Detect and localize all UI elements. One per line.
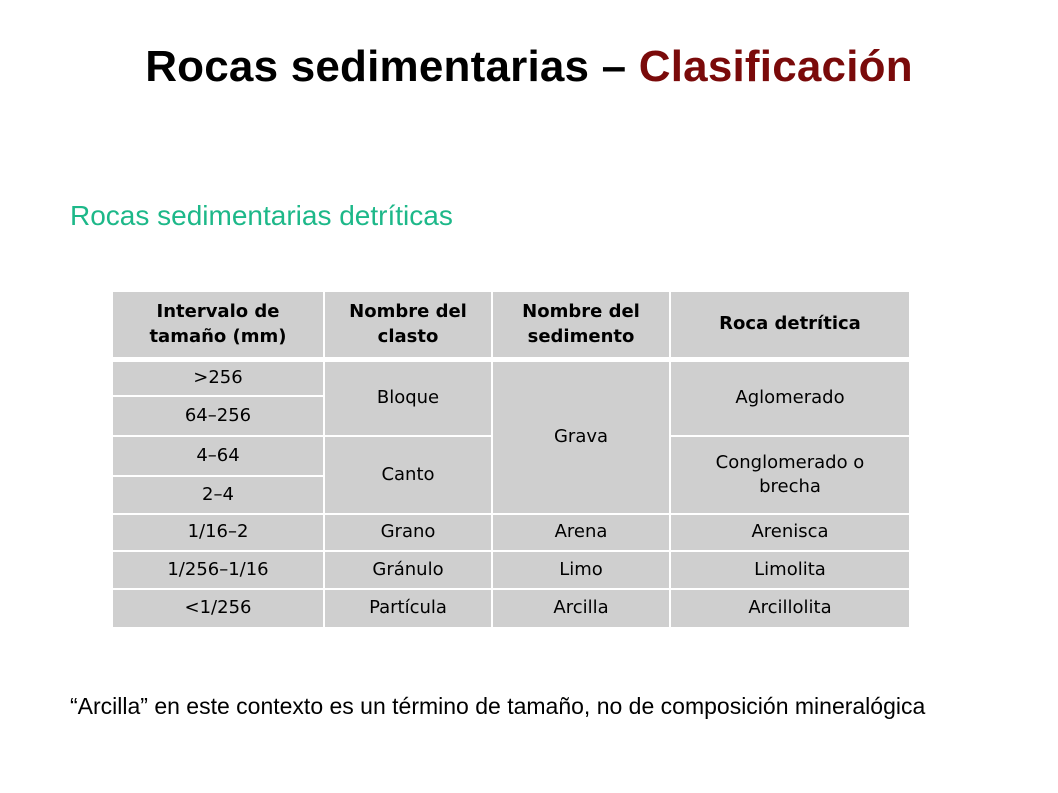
sediment-cell: Limo [559, 558, 603, 580]
interval-cell: 1/16–2 [187, 521, 249, 543]
row-divider [113, 588, 909, 590]
rock-cell: Aglomerado [735, 387, 845, 409]
clast-cell: Gránulo [372, 558, 444, 580]
sediment-cell: Arcilla [553, 597, 609, 619]
row-divider [113, 513, 909, 515]
slide-title [0, 42, 1058, 92]
clast-cell: Partícula [369, 597, 447, 619]
header-rock: Roca detrítica [719, 313, 861, 335]
header-interval: Intervalo de tamaño (mm) [149, 301, 287, 347]
interval-cell: <1/256 [184, 597, 252, 619]
rock-cell: Arenisca [751, 521, 829, 543]
clast-cell: Canto [381, 463, 435, 485]
column-divider [323, 292, 325, 627]
classification-table [113, 292, 909, 627]
title-accent: Clasificación [638, 42, 913, 91]
row-divider [113, 395, 323, 397]
footnote: “Arcilla” en este contexto es un término de tamaño, no de composición mineralógica [70, 693, 926, 719]
interval-cell: 1/256–1/16 [167, 558, 269, 580]
rock-cell: Conglomerado o brecha [715, 451, 865, 497]
header-divider [113, 357, 909, 362]
rock-cell: Limolita [754, 558, 826, 580]
sediment-cell: Arena [554, 521, 608, 543]
slide-subtitle: Rocas sedimentarias detríticas [70, 200, 453, 231]
clast-cell: Grano [380, 521, 436, 543]
row-divider [113, 435, 323, 437]
column-divider [669, 292, 671, 627]
rock-cell: Arcillolita [748, 597, 832, 619]
row-divider [113, 475, 323, 477]
header-clast: Nombre del clasto [349, 301, 467, 347]
title-main: Rocas sedimentarias – [145, 42, 639, 91]
column-divider [491, 292, 493, 627]
sediment-cell: Grava [553, 426, 609, 448]
interval-cell: 64–256 [184, 404, 252, 426]
row-divider [669, 435, 909, 437]
clast-cell: Bloque [376, 387, 440, 409]
interval-cell: 2–4 [202, 483, 234, 505]
row-divider [323, 435, 493, 437]
row-divider [113, 550, 909, 552]
header-sediment: Nombre del sedimento [522, 301, 640, 347]
interval-cell: 4–64 [196, 444, 240, 466]
interval-cell: >256 [193, 367, 243, 389]
